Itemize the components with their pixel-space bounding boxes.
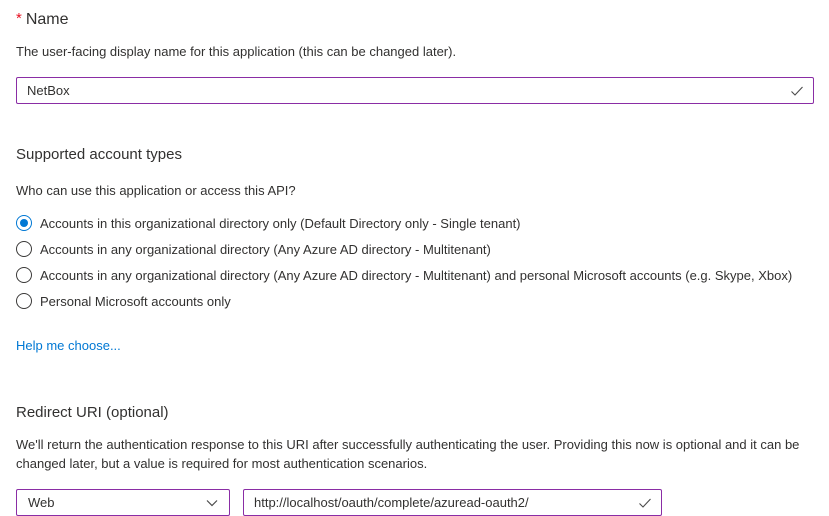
radio-option-label: Accounts in any organizational directory (Any Azure AD directory - Multitenant) xyxy=(40,241,491,257)
radio-option-multitenant-personal[interactable] xyxy=(16,262,813,288)
account-types-radio-group xyxy=(16,210,813,314)
redirect-uri-section xyxy=(16,404,813,516)
platform-select-value: Web xyxy=(28,495,55,510)
radio-button-icon[interactable] xyxy=(16,267,32,283)
name-section-title xyxy=(16,10,813,29)
required-marker: * xyxy=(16,10,22,27)
radio-button-icon[interactable] xyxy=(16,215,32,231)
account-types-title: Supported account types xyxy=(16,146,182,163)
account-types-question: Who can use this application or access this API? xyxy=(16,183,296,198)
radio-option-label: Accounts in any organizational directory (Any Azure AD directory - Multitenant) and personal Microsoft accounts (e.g. Skype, Xbox) xyxy=(40,267,793,283)
name-input-box xyxy=(16,77,814,104)
radio-option-single-tenant[interactable] xyxy=(16,210,813,236)
name-title-text: Name xyxy=(25,11,69,28)
redirect-uri-title: Redirect URI (optional) xyxy=(16,404,169,421)
chevron-down-icon xyxy=(205,496,219,510)
radio-option-label: Personal Microsoft accounts only xyxy=(40,293,231,309)
redirect-uri-row xyxy=(16,489,813,516)
name-input[interactable] xyxy=(17,78,813,103)
radio-button-icon[interactable] xyxy=(16,241,32,257)
redirect-uri-description: We'll return the authentication response to this URI after successfully authenticating the user. Providing this now is optional and it can be changed later, but a value is required for most authentication scenarios. xyxy=(16,437,800,471)
radio-button-icon[interactable] xyxy=(16,293,32,309)
redirect-uri-input[interactable] xyxy=(244,490,661,515)
redirect-uri-input-box xyxy=(243,489,662,516)
radio-option-label: Accounts in this organizational directory only (Default Directory only - Single tenant) xyxy=(40,215,521,231)
name-section xyxy=(16,10,813,104)
account-types-section xyxy=(16,146,813,355)
radio-option-multitenant[interactable] xyxy=(16,236,813,262)
radio-option-personal-only[interactable] xyxy=(16,288,813,314)
platform-select[interactable] xyxy=(16,489,230,516)
help-me-choose-link[interactable]: Help me choose... xyxy=(16,338,121,353)
name-description: The user-facing display name for this application (this can be changed later). xyxy=(16,44,457,59)
